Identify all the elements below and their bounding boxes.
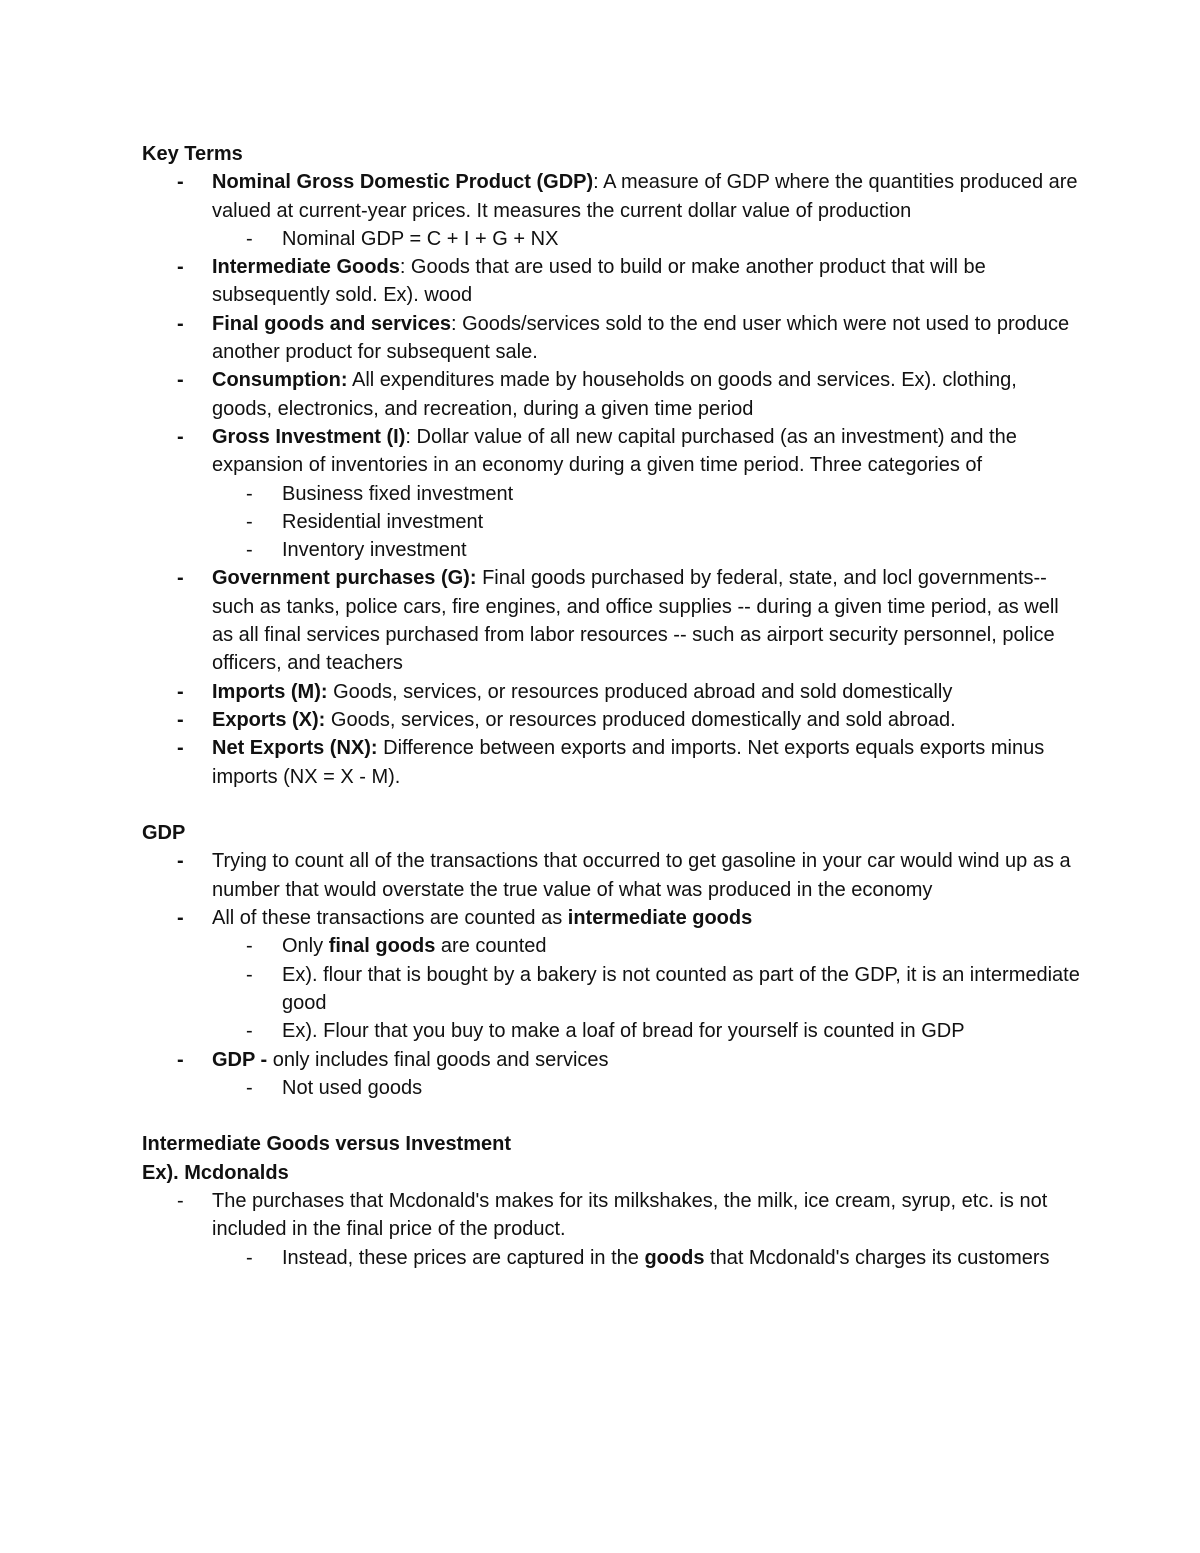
list-item bbox=[142, 847, 1082, 904]
bullet-dash: - bbox=[177, 1189, 184, 1212]
list-item-text: All of these transactions are counted as bbox=[212, 907, 568, 930]
emphasis-text: goods bbox=[644, 1246, 705, 1269]
list-item-text: The purchases that Mcdonald's makes for its milkshakes, the milk, ice cream, syrup, etc. is not included in the final price of the product. bbox=[212, 1189, 1048, 1241]
term-label: GDP - bbox=[212, 1048, 268, 1071]
section-heading-gdp: GDP bbox=[142, 822, 186, 845]
sub-item-text: Ex). flour that is bought by a bakery is not counted as part of the GDP, it is an intermediate good bbox=[282, 963, 1080, 1014]
term-label: Imports (M): bbox=[212, 680, 328, 703]
term-definition: : Goods that are used to build or make another product that will be subsequently sold. Ex). wood bbox=[212, 256, 986, 307]
bullet-dash: - bbox=[246, 935, 253, 958]
bullet-dash: - bbox=[246, 510, 253, 533]
bullet-dash: - bbox=[246, 963, 253, 986]
term-label: Exports (X): bbox=[212, 708, 326, 731]
sub-list-item bbox=[142, 480, 1082, 508]
bullet-dash: - bbox=[177, 567, 184, 590]
sub-item-text: Business fixed investment bbox=[282, 482, 514, 505]
sub-item-text: Not used goods bbox=[282, 1076, 423, 1099]
term-label: Government purchases (G): bbox=[212, 567, 477, 590]
term-definition: All expenditures made by households on goods and services. Ex). clothing, goods, electronics, and recreation, during a given time period bbox=[212, 369, 1017, 420]
bullet-dash: - bbox=[246, 482, 253, 505]
sub-list-item bbox=[142, 961, 1082, 1018]
sub-item-text: Only bbox=[282, 935, 329, 958]
bullet-dash: - bbox=[177, 369, 184, 392]
term-definition: : Goods/services sold to the end user which were not used to produce another product for subsequent sale. bbox=[212, 312, 1070, 364]
blank-line bbox=[142, 1102, 1082, 1130]
blank-line bbox=[142, 791, 1082, 819]
sub-list-item bbox=[142, 225, 1082, 253]
list-item bbox=[142, 564, 1082, 677]
term-label: Net Exports (NX): bbox=[212, 737, 378, 760]
bullet-dash: - bbox=[177, 850, 184, 873]
list-item bbox=[142, 366, 1082, 423]
bullet-dash: - bbox=[177, 737, 184, 760]
list-item bbox=[142, 423, 1082, 480]
term-definition: Goods, services, or resources produced abroad and sold domestically bbox=[327, 680, 953, 703]
sub-list-item bbox=[142, 508, 1082, 536]
bullet-dash: - bbox=[177, 312, 184, 335]
list-item bbox=[142, 168, 1082, 225]
bullet-dash: - bbox=[246, 539, 253, 562]
term-label: Gross Investment (I) bbox=[212, 425, 406, 448]
term-label: Final goods and services bbox=[212, 312, 451, 335]
list-item bbox=[142, 734, 1082, 791]
sub-list-item bbox=[142, 1074, 1082, 1102]
bullet-dash: - bbox=[177, 256, 184, 279]
bullet-dash: - bbox=[246, 1246, 253, 1269]
bullet-dash: - bbox=[177, 171, 184, 194]
sub-item-text: Inventory investment bbox=[282, 539, 467, 562]
sub-list-item bbox=[142, 1017, 1082, 1045]
bullet-dash: - bbox=[246, 227, 253, 250]
sub-list-item bbox=[142, 1244, 1082, 1272]
sub-item-text: Residential investment bbox=[282, 510, 484, 533]
sub-list-item bbox=[142, 932, 1082, 960]
term-label: Consumption: bbox=[212, 369, 348, 392]
section-subheading-mcdonalds: Ex). Mcdonalds bbox=[142, 1161, 289, 1184]
bullet-dash: - bbox=[246, 1020, 253, 1043]
list-item bbox=[142, 253, 1082, 310]
term-definition: : A measure of GDP where the quantities produced are valued at current-year prices. It measures the current dollar value of production bbox=[212, 171, 1078, 222]
sub-item-text: Ex). Flour that you buy to make a loaf of bread for yourself is counted in GDP bbox=[282, 1020, 965, 1043]
bullet-dash: - bbox=[177, 1048, 184, 1071]
emphasis-text: intermediate goods bbox=[567, 907, 753, 930]
list-item bbox=[142, 310, 1082, 367]
term-label: Nominal Gross Domestic Product (GDP) bbox=[212, 171, 594, 194]
term-label: Intermediate Goods bbox=[212, 256, 400, 279]
document-page bbox=[142, 140, 1082, 1272]
term-definition: : Dollar value of all new capital purchased (as an investment) and the expansion of inventories in an economy during a given time period. Three categories of bbox=[212, 425, 1017, 477]
section-heading-key-terms: Key Terms bbox=[142, 143, 243, 165]
list-item bbox=[142, 1046, 1082, 1074]
term-definition: Difference between exports and imports. Net exports equals exports minus imports (NX = X - M). bbox=[212, 737, 1045, 788]
list-item-text: only includes final goods and services bbox=[267, 1048, 609, 1071]
emphasis-text: final goods bbox=[328, 935, 436, 958]
sub-item-text: Nominal GDP = C + I + G + NX bbox=[282, 227, 559, 250]
term-definition: Final goods purchased by federal, state, and locl governments-- such as tanks, police cars, fire engines, and office supplies -- during a given time period, as well as all final services purchased from labor resources -- such as airport security personnel, police officers, and teachers bbox=[212, 567, 1059, 675]
sub-list-item bbox=[142, 536, 1082, 564]
sub-item-text: are counted bbox=[435, 935, 547, 958]
term-definition: Goods, services, or resources produced domestically and sold abroad. bbox=[325, 708, 956, 731]
section-heading-intermediate: Intermediate Goods versus Investment bbox=[142, 1133, 512, 1156]
list-item-text: Trying to count all of the transactions that occurred to get gasoline in your car would wind up as a number that would overstate the true value of what was produced in the economy bbox=[212, 850, 1071, 901]
bullet-dash: - bbox=[246, 1076, 253, 1099]
list-item bbox=[142, 678, 1082, 706]
sub-item-text: Instead, these prices are captured in the bbox=[282, 1246, 645, 1269]
bullet-dash: - bbox=[177, 708, 184, 731]
bullet-dash: - bbox=[177, 907, 184, 930]
bullet-dash: - bbox=[177, 425, 184, 448]
sub-item-text: that Mcdonald's charges its customers bbox=[704, 1246, 1050, 1269]
list-item bbox=[142, 904, 1082, 932]
list-item bbox=[142, 1187, 1082, 1244]
bullet-dash: - bbox=[177, 680, 184, 703]
list-item bbox=[142, 706, 1082, 734]
